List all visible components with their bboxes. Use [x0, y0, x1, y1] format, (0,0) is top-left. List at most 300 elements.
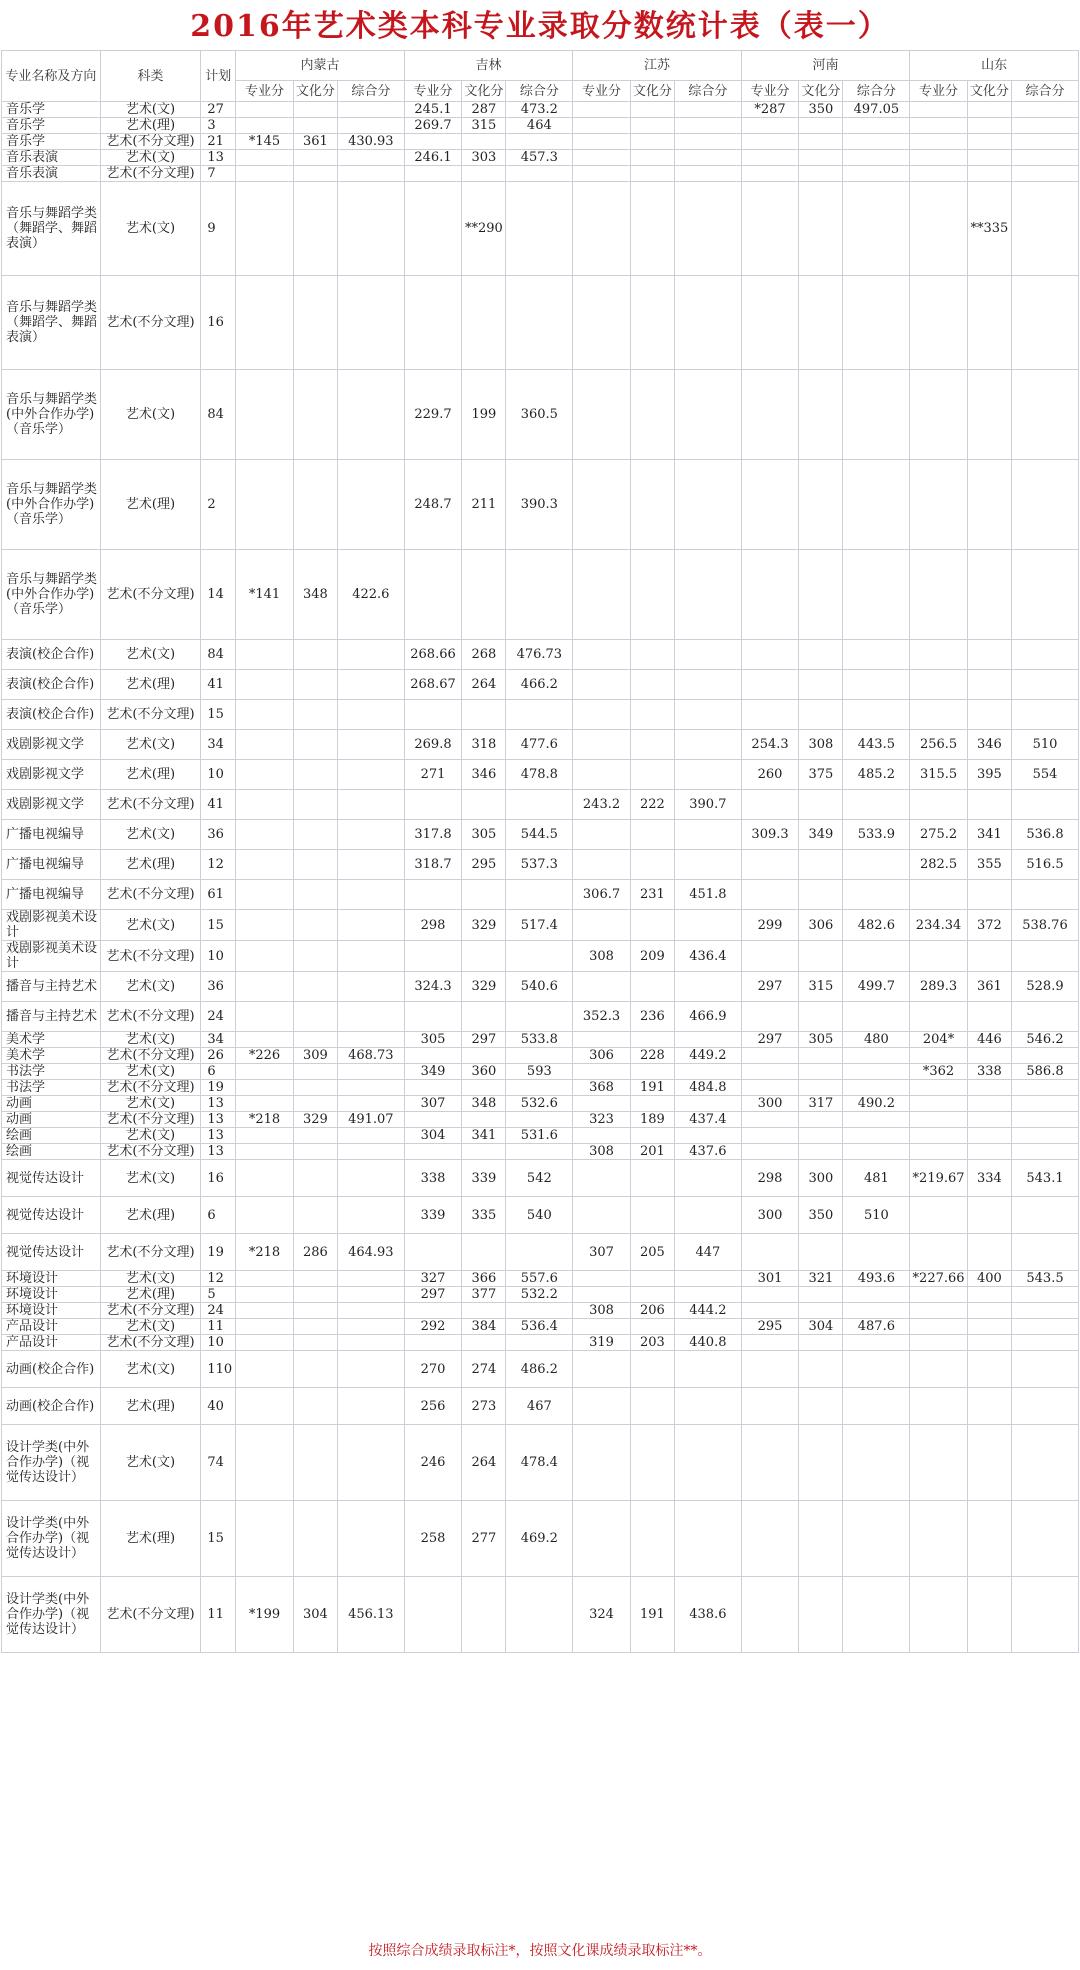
cell-score	[967, 941, 1011, 972]
cell-score: 277	[462, 1501, 506, 1577]
cell-score: 486.2	[506, 1351, 573, 1388]
cell-score: 268.67	[404, 670, 462, 700]
cell-score	[293, 1388, 337, 1425]
cell-score: 206	[630, 1303, 674, 1319]
cell-score	[967, 1128, 1011, 1144]
cell-score	[1011, 1048, 1078, 1064]
cell-score	[910, 1335, 968, 1351]
cell-score: 497.05	[843, 102, 910, 118]
subheader-score-type: 文化分	[293, 81, 337, 102]
cell-score	[236, 1319, 294, 1335]
cell-score	[573, 1271, 631, 1287]
cell-score: *362	[910, 1064, 968, 1080]
cell-score	[573, 1388, 631, 1425]
cell-score: 270	[404, 1351, 462, 1388]
cell-score: 201	[630, 1144, 674, 1160]
cell-score	[741, 460, 799, 550]
cell-plan: 13	[201, 1128, 236, 1144]
cell-score: 315.5	[910, 760, 968, 790]
cell-score	[506, 550, 573, 640]
cell-score: 464.93	[337, 1234, 404, 1271]
cell-score	[337, 670, 404, 700]
cell-score	[337, 1064, 404, 1080]
cell-score	[1011, 1303, 1078, 1319]
cell-major: 表演(校企合作)	[2, 670, 101, 700]
cell-score	[293, 700, 337, 730]
cell-score	[404, 1112, 462, 1128]
cell-score: 300	[741, 1197, 799, 1234]
cell-score: 536.4	[506, 1319, 573, 1335]
page-title: 2016年艺术类本科专业录取分数统计表（表一）	[190, 9, 890, 44]
cell-plan: 2	[201, 460, 236, 550]
cell-major: 广播电视编导	[2, 820, 101, 850]
cell-score: 236	[630, 1002, 674, 1032]
cell-score	[910, 182, 968, 276]
subheader-score-type: 文化分	[462, 81, 506, 102]
cell-score	[404, 1002, 462, 1032]
cell-score: 300	[799, 1160, 843, 1197]
cell-score	[630, 850, 674, 880]
cell-score	[462, 700, 506, 730]
cell-score	[293, 102, 337, 118]
cell-major: 音乐与舞蹈学类(中外合作办学)（音乐学）	[2, 370, 101, 460]
cell-plan: 5	[201, 1287, 236, 1303]
cell-score	[843, 850, 910, 880]
cell-score	[630, 150, 674, 166]
cell-score	[967, 1197, 1011, 1234]
cell-major: 音乐与舞蹈学类(中外合作办学)（音乐学）	[2, 550, 101, 640]
cell-category: 艺术(不分文理)	[100, 1303, 201, 1319]
cell-score	[630, 1388, 674, 1425]
cell-major: 音乐表演	[2, 166, 101, 182]
cell-score	[910, 1144, 968, 1160]
cell-plan: 13	[201, 150, 236, 166]
cell-score	[674, 1032, 741, 1048]
cell-score	[630, 1128, 674, 1144]
cell-score	[506, 134, 573, 150]
cell-score	[630, 730, 674, 760]
cell-score: 306.7	[573, 880, 631, 910]
cell-score	[910, 1197, 968, 1234]
cell-score	[967, 1048, 1011, 1064]
cell-score	[967, 700, 1011, 730]
cell-score: 301	[741, 1271, 799, 1287]
cell-score	[337, 1032, 404, 1048]
subheader-score-type: 综合分	[843, 81, 910, 102]
cell-plan: 3	[201, 118, 236, 134]
cell-score	[293, 1501, 337, 1577]
cell-score	[843, 941, 910, 972]
cell-score	[630, 182, 674, 276]
cell-score	[293, 1271, 337, 1287]
subheader-score-type: 综合分	[337, 81, 404, 102]
cell-score	[630, 1287, 674, 1303]
cell-score	[674, 700, 741, 730]
cell-score: 443.5	[843, 730, 910, 760]
cell-score: 360	[462, 1064, 506, 1080]
cell-major: 设计学类(中外合作办学)（视觉传达设计）	[2, 1501, 101, 1577]
table-row	[2, 820, 1079, 850]
cell-score: 481	[843, 1160, 910, 1197]
cell-major: 音乐学	[2, 134, 101, 150]
subheader-score-type: 文化分	[799, 81, 843, 102]
cell-score	[506, 1303, 573, 1319]
cell-score: 361	[967, 972, 1011, 1002]
cell-score	[741, 134, 799, 150]
cell-score	[236, 760, 294, 790]
cell-score	[293, 1303, 337, 1319]
cell-score: 449.2	[674, 1048, 741, 1064]
table-row	[2, 182, 1079, 276]
cell-score	[236, 820, 294, 850]
cell-score: 248.7	[404, 460, 462, 550]
cell-score	[843, 370, 910, 460]
cell-score	[506, 182, 573, 276]
cell-score: 372	[967, 910, 1011, 941]
cell-score: 304	[293, 1577, 337, 1653]
cell-score: 491.07	[337, 1112, 404, 1128]
cell-score	[337, 276, 404, 370]
cell-score: 473.2	[506, 102, 573, 118]
cell-score	[573, 700, 631, 730]
cell-score	[1011, 1234, 1078, 1271]
cell-plan: 19	[201, 1234, 236, 1271]
cell-score	[337, 1144, 404, 1160]
cell-score: 269.7	[404, 118, 462, 134]
cell-category: 艺术(不分文理)	[100, 550, 201, 640]
cell-category: 艺术(理)	[100, 460, 201, 550]
cell-score: 295	[741, 1319, 799, 1335]
cell-score	[741, 1064, 799, 1080]
cell-score: 264	[462, 670, 506, 700]
cell-major: 环境设计	[2, 1303, 101, 1319]
cell-score: 315	[462, 118, 506, 134]
cell-score	[293, 118, 337, 134]
cell-score: 256	[404, 1388, 462, 1425]
cell-score	[293, 1160, 337, 1197]
cell-category: 艺术(文)	[100, 182, 201, 276]
cell-major: 视觉传达设计	[2, 1197, 101, 1234]
cell-plan: 11	[201, 1319, 236, 1335]
cell-score: 275.2	[910, 820, 968, 850]
cell-score	[630, 1096, 674, 1112]
cell-score	[404, 1234, 462, 1271]
cell-score: 349	[799, 820, 843, 850]
cell-score	[404, 790, 462, 820]
cell-score	[799, 1064, 843, 1080]
cell-score: 305	[404, 1032, 462, 1048]
cell-score	[293, 1096, 337, 1112]
header-plan: 计划	[201, 51, 236, 102]
cell-score	[843, 1144, 910, 1160]
cell-score	[630, 1197, 674, 1234]
cell-score	[910, 102, 968, 118]
cell-score: 533.8	[506, 1032, 573, 1048]
cell-category: 艺术(不分文理)	[100, 1048, 201, 1064]
cell-plan: 40	[201, 1388, 236, 1425]
cell-score	[1011, 1388, 1078, 1425]
table-row	[2, 102, 1079, 118]
cell-score: 537.3	[506, 850, 573, 880]
cell-score	[910, 1351, 968, 1388]
cell-score	[843, 700, 910, 730]
subheader-score-type: 综合分	[674, 81, 741, 102]
cell-major: 产品设计	[2, 1335, 101, 1351]
cell-score	[799, 1287, 843, 1303]
cell-score	[506, 276, 573, 370]
cell-score: 493.6	[843, 1271, 910, 1287]
cell-score	[573, 1096, 631, 1112]
cell-score: 543.1	[1011, 1160, 1078, 1197]
cell-score	[967, 1388, 1011, 1425]
cell-score	[1011, 118, 1078, 134]
cell-category: 艺术(理)	[100, 118, 201, 134]
cell-score: 318	[462, 730, 506, 760]
cell-score: 542	[506, 1160, 573, 1197]
cell-score	[573, 730, 631, 760]
cell-plan: 10	[201, 760, 236, 790]
cell-category: 艺术(理)	[100, 670, 201, 700]
cell-score	[1011, 550, 1078, 640]
cell-score	[293, 1197, 337, 1234]
cell-score	[630, 1425, 674, 1501]
table-row	[2, 1319, 1079, 1335]
cell-score	[506, 700, 573, 730]
cell-score	[967, 790, 1011, 820]
cell-score	[293, 460, 337, 550]
cell-score	[1011, 166, 1078, 182]
cell-score	[293, 1128, 337, 1144]
cell-score	[843, 1234, 910, 1271]
cell-score	[236, 1144, 294, 1160]
cell-plan: 36	[201, 820, 236, 850]
cell-score	[910, 150, 968, 166]
cell-score	[799, 370, 843, 460]
cell-score	[799, 1303, 843, 1319]
cell-score	[967, 1080, 1011, 1096]
cell-score	[843, 640, 910, 670]
cell-score	[674, 640, 741, 670]
cell-score	[741, 370, 799, 460]
cell-score: 335	[462, 1197, 506, 1234]
cell-score: *219.67	[910, 1160, 968, 1197]
cell-score: 303	[462, 150, 506, 166]
cell-score: 464	[506, 118, 573, 134]
cell-plan: 24	[201, 1002, 236, 1032]
cell-score	[910, 1303, 968, 1319]
cell-score	[293, 150, 337, 166]
cell-score	[1011, 460, 1078, 550]
table-row	[2, 550, 1079, 640]
cell-score	[236, 460, 294, 550]
cell-score: 510	[1011, 730, 1078, 760]
cell-score: 466.2	[506, 670, 573, 700]
cell-score	[910, 1319, 968, 1335]
cell-score	[799, 1112, 843, 1128]
cell-score	[337, 182, 404, 276]
cell-score	[337, 700, 404, 730]
cell-score	[1011, 1501, 1078, 1577]
cell-score	[910, 1234, 968, 1271]
cell-score	[630, 760, 674, 790]
cell-score	[236, 730, 294, 760]
table-row	[2, 1271, 1079, 1287]
cell-score: 544.5	[506, 820, 573, 850]
cell-score	[337, 790, 404, 820]
cell-score	[293, 370, 337, 460]
cell-category: 艺术(不分文理)	[100, 1234, 201, 1271]
table-row	[2, 166, 1079, 182]
cell-score	[236, 276, 294, 370]
subheader-score-type: 专业分	[573, 81, 631, 102]
cell-major: 戏剧影视文学	[2, 730, 101, 760]
cell-score	[630, 670, 674, 700]
cell-score	[967, 150, 1011, 166]
cell-score	[236, 1080, 294, 1096]
cell-score	[404, 1048, 462, 1064]
table-row	[2, 460, 1079, 550]
cell-score	[799, 166, 843, 182]
cell-score	[674, 134, 741, 150]
cell-score	[236, 850, 294, 880]
cell-score	[843, 790, 910, 820]
cell-score	[236, 910, 294, 941]
cell-score	[404, 134, 462, 150]
cell-plan: 12	[201, 1271, 236, 1287]
cell-score	[1011, 1287, 1078, 1303]
cell-score	[337, 850, 404, 880]
cell-score: 478.8	[506, 760, 573, 790]
table-row	[2, 150, 1079, 166]
header-province-jiangsu: 江苏	[573, 51, 742, 81]
cell-score	[337, 1080, 404, 1096]
cell-score	[236, 941, 294, 972]
cell-score	[843, 1002, 910, 1032]
cell-score	[799, 134, 843, 150]
cell-score	[674, 370, 741, 460]
cell-score	[799, 790, 843, 820]
cell-score	[337, 730, 404, 760]
cell-score	[462, 1002, 506, 1032]
cell-score	[404, 941, 462, 972]
table-row	[2, 1303, 1079, 1319]
cell-score	[462, 550, 506, 640]
cell-score	[573, 276, 631, 370]
cell-score	[337, 1128, 404, 1144]
cell-score	[799, 1335, 843, 1351]
cell-score: 476.73	[506, 640, 573, 670]
cell-category: 艺术(文)	[100, 730, 201, 760]
cell-score	[337, 150, 404, 166]
cell-score	[1011, 670, 1078, 700]
cell-score: 300	[741, 1096, 799, 1112]
cell-score	[506, 790, 573, 820]
cell-score	[573, 1197, 631, 1234]
cell-score: 586.8	[1011, 1064, 1078, 1080]
cell-score	[1011, 182, 1078, 276]
cell-score: 286	[293, 1234, 337, 1271]
cell-major: 播音与主持艺术	[2, 1002, 101, 1032]
cell-score: 400	[967, 1271, 1011, 1287]
cell-score	[1011, 276, 1078, 370]
table-row	[2, 1287, 1079, 1303]
cell-score	[1011, 1144, 1078, 1160]
cell-score: 350	[799, 1197, 843, 1234]
cell-score	[1011, 102, 1078, 118]
cell-score	[630, 700, 674, 730]
cell-score	[843, 1388, 910, 1425]
cell-score	[799, 1144, 843, 1160]
table-row	[2, 972, 1079, 1002]
cell-score: 531.6	[506, 1128, 573, 1144]
cell-score: 546.2	[1011, 1032, 1078, 1048]
cell-score: 477.6	[506, 730, 573, 760]
cell-category: 艺术(文)	[100, 1319, 201, 1335]
cell-score	[799, 1080, 843, 1096]
cell-category: 艺术(文)	[100, 150, 201, 166]
cell-score: 317	[799, 1096, 843, 1112]
subheader-score-type: 专业分	[236, 81, 294, 102]
cell-score	[293, 670, 337, 700]
cell-score	[967, 166, 1011, 182]
cell-score: 384	[462, 1319, 506, 1335]
cell-score	[843, 880, 910, 910]
cell-score: 348	[462, 1096, 506, 1112]
cell-score	[1011, 1112, 1078, 1128]
cell-score	[573, 370, 631, 460]
cell-score: 349	[404, 1064, 462, 1080]
cell-score	[293, 941, 337, 972]
cell-score	[337, 640, 404, 670]
table-row	[2, 1351, 1079, 1388]
cell-score	[741, 1128, 799, 1144]
cell-score	[1011, 880, 1078, 910]
cell-score	[741, 1048, 799, 1064]
cell-score: 352.3	[573, 1002, 631, 1032]
cell-score	[674, 670, 741, 700]
cell-plan: 14	[201, 550, 236, 640]
table-row	[2, 1032, 1079, 1048]
cell-score: 436.4	[674, 941, 741, 972]
cell-score	[910, 1501, 968, 1577]
cell-score: 229.7	[404, 370, 462, 460]
cell-score	[1011, 700, 1078, 730]
cell-score: 268	[462, 640, 506, 670]
cell-score	[674, 1064, 741, 1080]
cell-score	[674, 550, 741, 640]
cell-score	[967, 370, 1011, 460]
cell-score: 282.5	[910, 850, 968, 880]
cell-score: 457.3	[506, 150, 573, 166]
cell-score	[967, 1112, 1011, 1128]
cell-score	[293, 166, 337, 182]
cell-score	[236, 1096, 294, 1112]
cell-score	[910, 550, 968, 640]
cell-score: 319	[573, 1335, 631, 1351]
cell-plan: 41	[201, 670, 236, 700]
cell-score	[843, 1064, 910, 1080]
cell-score	[674, 182, 741, 276]
cell-score: 348	[293, 550, 337, 640]
cell-score: 543.5	[1011, 1271, 1078, 1287]
cell-plan: 110	[201, 1351, 236, 1388]
cell-category: 艺术(不分文理)	[100, 166, 201, 182]
cell-major: 绘画	[2, 1128, 101, 1144]
cell-score	[462, 941, 506, 972]
cell-score	[843, 182, 910, 276]
cell-score	[404, 550, 462, 640]
cell-score	[741, 790, 799, 820]
